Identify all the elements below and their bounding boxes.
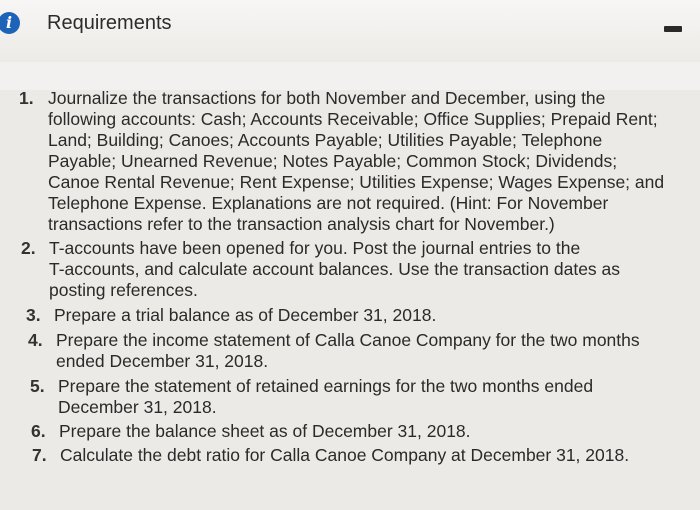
requirement-line: Prepare the statement of retained earnings for the two months ended [58, 376, 594, 396]
requirement-item-5 [30, 376, 690, 418]
requirement-line: T-accounts have been opened for you. Post the journal entries to the [49, 238, 581, 258]
requirement-number: 7. [32, 445, 47, 465]
requirement-item-6 [31, 421, 690, 442]
requirement-line: Calculate the debt ratio for Calla Canoe Company at December 31, 2018. [60, 445, 630, 465]
requirement-line: Journalize the transactions for both November and December, using the [48, 88, 606, 108]
requirement-line: Prepare the income statement of Calla Canoe Company for the two months [56, 330, 640, 350]
requirement-line: Prepare the balance sheet as of December 31, 2018. [59, 421, 471, 441]
requirement-line: transactions refer to the transaction analysis chart for November.) [48, 214, 555, 234]
requirement-number: 6. [31, 421, 46, 441]
requirement-number: 1. [19, 88, 34, 108]
dialog-title: Requirements [47, 12, 172, 34]
requirement-line: Land; Building; Canoes; Accounts Payable; Utilities Payable; Telephone [48, 130, 603, 150]
requirement-line: following accounts: Cash; Accounts Receivable; Office Supplies; Prepaid Rent; [48, 109, 658, 129]
requirement-number: 4. [28, 330, 43, 350]
requirement-line: ended December 31, 2018. [56, 351, 269, 371]
requirement-line: Payable; Unearned Revenue; Notes Payable; Common Stock; Dividends; [48, 151, 618, 171]
info-icon: i [0, 12, 20, 34]
requirement-line: Telephone Expense. Explanations are not required. (Hint: For November [48, 193, 609, 213]
requirement-item-3 [26, 305, 690, 326]
requirement-item-1 [19, 88, 690, 235]
requirement-line: Prepare a trial balance as of December 31, 2018. [54, 305, 437, 325]
requirement-item-4 [28, 330, 690, 372]
dialog-header [0, 0, 700, 62]
requirement-number: 2. [21, 238, 36, 258]
requirement-line: Canoe Rental Revenue; Rent Expense; Utilities Expense; Wages Expense; and [48, 172, 665, 192]
requirement-item-2 [21, 238, 690, 301]
requirement-line: December 31, 2018. [58, 397, 217, 417]
minimize-button[interactable] [664, 26, 682, 32]
requirement-line: posting references. [49, 280, 198, 300]
requirement-number: 3. [26, 305, 41, 325]
requirement-item-7 [32, 445, 690, 466]
requirement-line: T-accounts, and calculate account balances. Use the transaction dates as [49, 259, 621, 279]
requirement-number: 5. [30, 376, 45, 396]
requirements-list [0, 88, 690, 466]
